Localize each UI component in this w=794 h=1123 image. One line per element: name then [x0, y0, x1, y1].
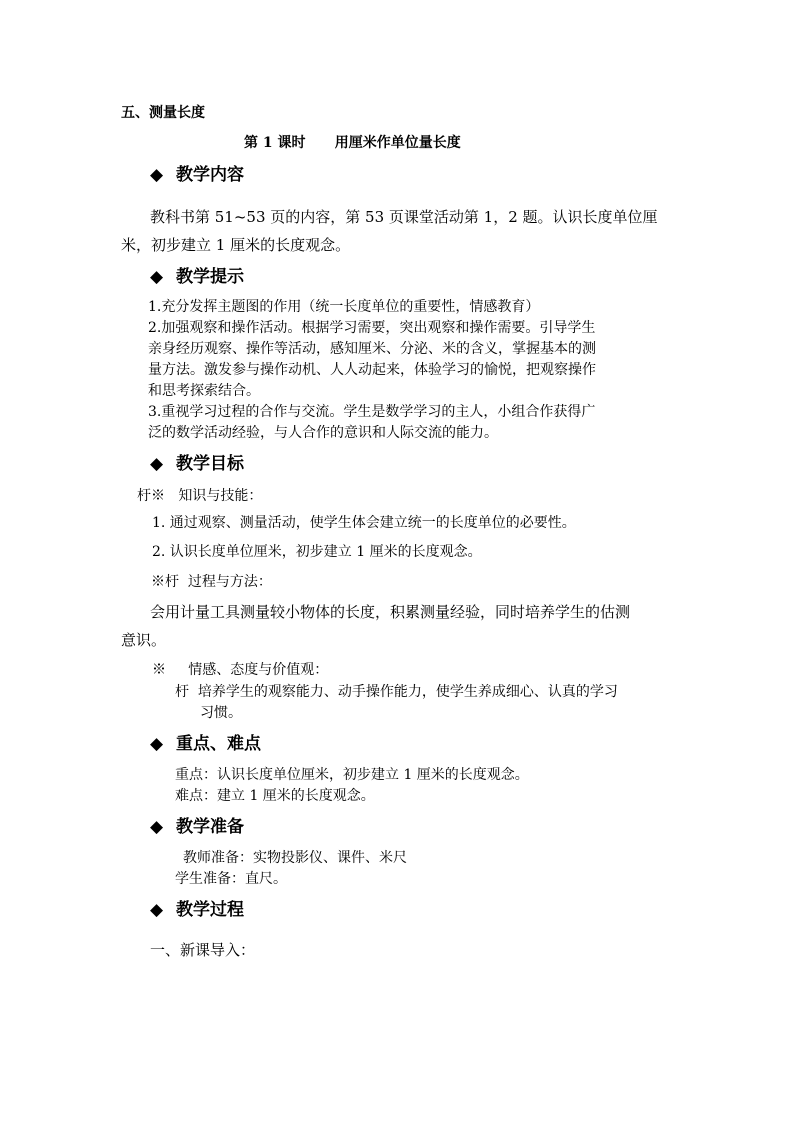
section-title: 五、测量长度	[121, 105, 205, 121]
heading-label: 教学过程	[176, 900, 244, 920]
tips-line: 和思考探索结合。	[148, 383, 260, 399]
tips-line: 亲身经历观察、操作等活动，感知厘米、分泌、米的含义，掌握基本的测	[148, 341, 596, 357]
goal-label-process: ※杅 过程与方法：	[151, 574, 272, 590]
heading-teaching-goals	[150, 452, 244, 476]
heading-teaching-prep	[150, 815, 244, 839]
difficult-point: 难点：建立 1 厘米的长度观念。	[175, 788, 375, 804]
goal-label-knowledge: 杅※ 知识与技能：	[137, 488, 263, 504]
diamond-bullet-icon: ◆	[150, 165, 164, 185]
student-prep: 学生准备：直尺。	[175, 871, 287, 887]
goal-item: 1. 通过观察、测量活动，使学生体会建立统一的长度单位的必要性。	[152, 515, 576, 531]
process-step: 一、新课导入：	[150, 941, 256, 959]
diamond-bullet-icon: ◆	[150, 454, 164, 474]
tips-line: 3.重视学习过程的合作与交流。学生是数学学习的主人，小组合作获得广	[148, 404, 596, 420]
tips-line: 泛的数学活动经验，与人合作的意识和人际交流的能力。	[148, 425, 498, 441]
goal-label-emotion: ※ 情感、态度与价值观：	[152, 662, 329, 678]
heading-key-points	[150, 732, 261, 756]
diamond-bullet-icon: ◆	[150, 817, 164, 837]
key-point: 重点：认识长度单位厘米，初步建立 1 厘米的长度观念。	[175, 767, 529, 783]
heading-label: 教学提示	[176, 267, 244, 287]
goal-item: 2. 认识长度单位厘米，初步建立 1 厘米的长度观念。	[152, 544, 482, 560]
content-line: 教科书第 51~53 页的内容，第 53 页课堂活动第 1，2 题。认识长度单位厘	[150, 208, 658, 226]
diamond-bullet-icon: ◆	[150, 734, 164, 754]
heading-label: 教学目标	[176, 454, 244, 474]
goal-line: 会用计量工具测量较小物体的长度，积累测量经验，同时培养学生的估测	[150, 603, 631, 621]
heading-label: 教学内容	[176, 165, 244, 185]
goal-line: 杅 培养学生的观察能力、动手操作能力，使学生养成细心、认真的学习	[175, 684, 618, 700]
diamond-bullet-icon: ◆	[150, 267, 164, 287]
heading-label: 教学准备	[176, 817, 244, 837]
goal-line: 习惯。	[200, 705, 242, 721]
content-line: 米，初步建立 1 厘米的长度观念。	[121, 236, 351, 254]
goal-line: 意识。	[121, 631, 167, 649]
teacher-prep: 教师准备：实物投影仪、课件、米尺	[183, 850, 407, 866]
lesson-title: 第 1 课时 用厘米作单位量长度	[244, 135, 461, 151]
diamond-bullet-icon: ◆	[150, 900, 164, 920]
heading-label: 重点、难点	[176, 734, 261, 754]
tips-line: 量方法。激发参与操作动机、人人动起来，体验学习的愉悦，把观察操作	[148, 362, 596, 378]
heading-teaching-process	[150, 898, 244, 922]
heading-teaching-content	[150, 163, 244, 187]
tips-line: 1.充分发挥主题图的作用（统一长度单位的重要性，情感教育）	[148, 299, 540, 315]
tips-line: 2.加强观察和操作活动。根据学习需要，突出观察和操作需要。引导学生	[148, 320, 596, 336]
heading-teaching-tips	[150, 265, 244, 289]
